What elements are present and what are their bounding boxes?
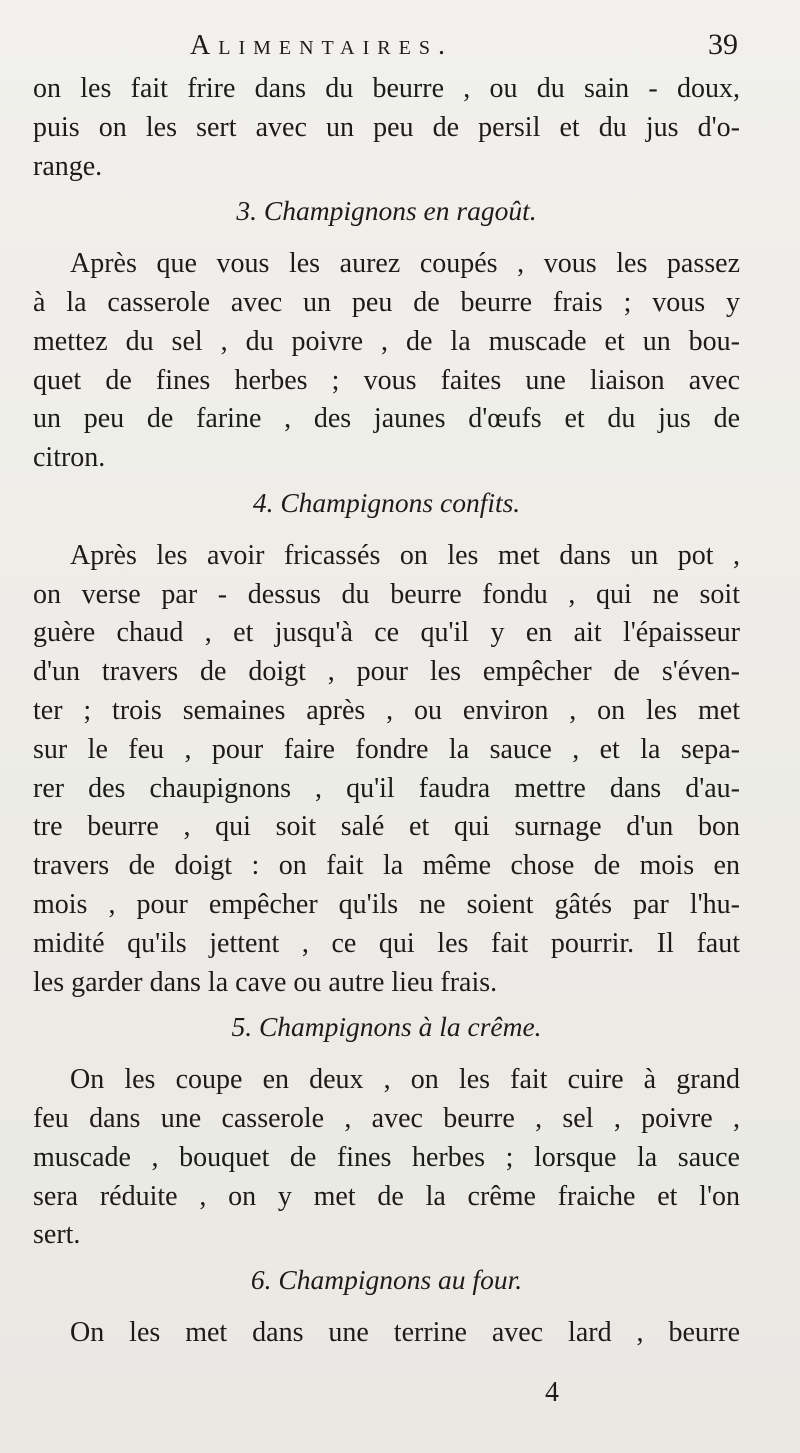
text-line: travers de doigt : on fait la même chose de mois en xyxy=(33,850,740,882)
text-line: puis on les sert avec un peu de persil et du jus d'o- xyxy=(33,111,740,143)
text-line: mois , pour empêcher qu'ils ne soient gâtés par l'hu- xyxy=(33,888,740,920)
recipe-heading-3: 3. Champignons en ragoût. xyxy=(236,195,537,227)
page-number: 39 xyxy=(708,28,738,61)
text-line: à la casserole avec un peu de beurre frais ; vous y xyxy=(33,286,740,318)
text-line: midité qu'ils jettent , ce qui les fait pourrir. Il faut xyxy=(33,927,740,959)
text-line: on verse par - dessus du beurre fondu , qui ne soit xyxy=(33,578,740,610)
text-line: guère chaud , et jusqu'à ce qu'il y en ait l'épaisseur xyxy=(33,617,740,649)
text-line: les garder dans la cave ou autre lieu frais. xyxy=(33,966,498,998)
text-line: feu dans une casserole , avec beurre , sel , poivre , xyxy=(33,1102,740,1134)
recipe-heading-4: 4. Champignons confits. xyxy=(252,486,521,518)
text-line: On les coupe en deux , on les fait cuire à grand xyxy=(70,1064,740,1096)
text-line: un peu de farine , des jaunes d'œufs et du jus de xyxy=(33,403,740,435)
running-head: Alimentaires. xyxy=(190,30,453,61)
text-line: range. xyxy=(33,150,103,182)
text-line: Après que vous les aurez coupés , vous les passez xyxy=(70,248,740,280)
recipe-heading-6: 6. Champignons au four. xyxy=(250,1264,523,1296)
text-line: Après les avoir fricassés on les met dans un pot , xyxy=(70,539,740,571)
page-header xyxy=(0,22,800,72)
recipe-paragraph-3 xyxy=(33,245,740,478)
signature-mark: 4 xyxy=(545,1377,559,1408)
text-line: sur le feu , pour faire fondre la sauce , et la sepa- xyxy=(33,733,740,765)
text-line: ter ; trois semaines après , ou environ , on les met xyxy=(33,694,740,726)
recipe-paragraph-5 xyxy=(33,1061,740,1255)
recipe-heading-5: 5. Champignons à la crême. xyxy=(231,1011,542,1043)
continued-paragraph xyxy=(33,70,740,186)
text-line: muscade , bouquet de fines herbes ; lorsque la sauce xyxy=(33,1141,740,1173)
text-line: quet de fines herbes ; vous faites une liaison avec xyxy=(33,364,740,396)
text-line: sera réduite , on y met de la crême fraiche et l'on xyxy=(33,1180,740,1212)
text-line: rer des chaupignons , qu'il faudra mettre dans d'au- xyxy=(33,772,740,804)
text-line: mettez du sel , du poivre , de la muscade et un bou- xyxy=(33,325,740,357)
text-line: sert. xyxy=(33,1219,81,1251)
text-line: citron. xyxy=(33,442,106,474)
body-text xyxy=(33,70,740,1353)
text-line: On les met dans une terrine avec lard , beurre xyxy=(70,1316,740,1348)
text-line: tre beurre , qui soit salé et qui surnage d'un bon xyxy=(33,811,740,843)
recipe-paragraph-6 xyxy=(33,1314,740,1353)
text-line: on les fait frire dans du beurre , ou du sain - doux, xyxy=(33,73,740,104)
text-line: d'un travers de doigt , pour les empêcher de s'éven- xyxy=(33,656,740,688)
recipe-paragraph-4 xyxy=(33,537,740,1003)
